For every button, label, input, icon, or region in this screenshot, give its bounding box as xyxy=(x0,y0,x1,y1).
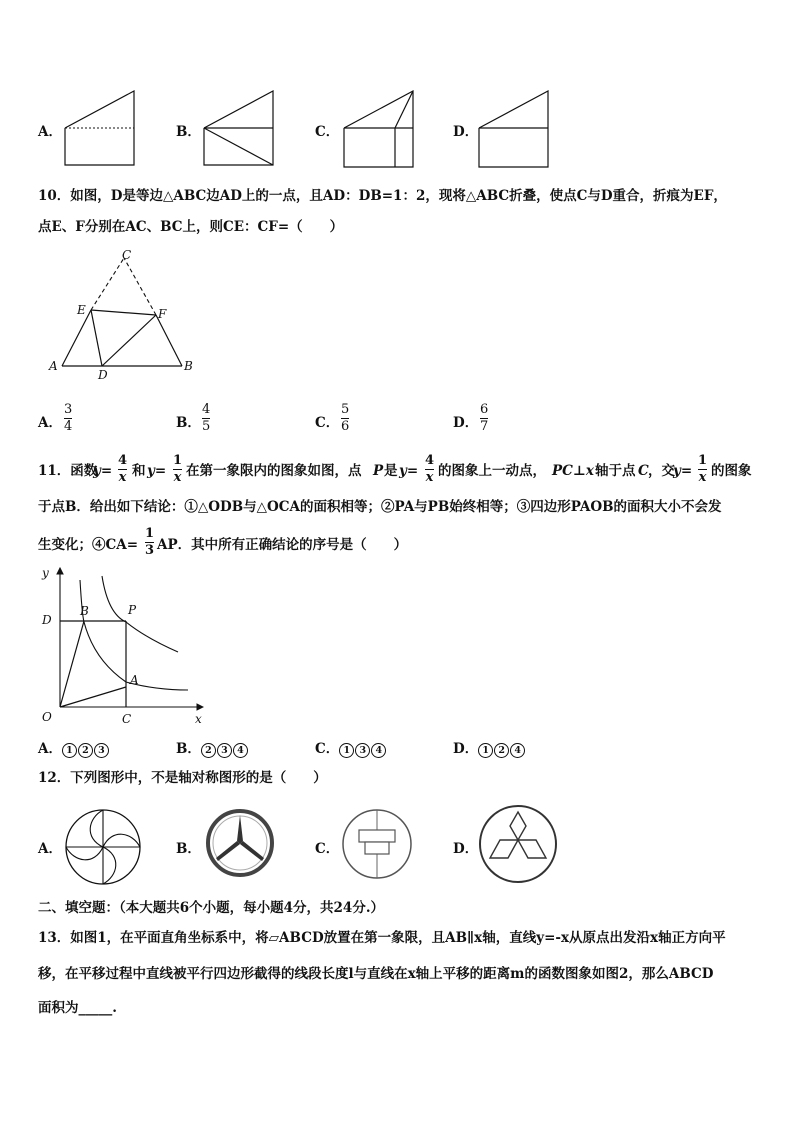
q10-option-b-fraction: 4 5 xyxy=(202,402,211,434)
q11-option-d: D． 1 2 4 xyxy=(453,737,526,758)
q11-label-b: B xyxy=(80,604,89,618)
q10-option-c-fraction: 5 6 xyxy=(341,402,350,434)
q13-stem-line2: 移，在平移过程中直线被平行四边形截得的线段长度l与直线在x轴上平移的距离m的函数图象如图2，那么ABCD xyxy=(38,966,714,982)
q9-option-a-label: A． xyxy=(38,124,62,140)
q10-label-f: F xyxy=(158,307,167,321)
q10-option-b-label: B． xyxy=(176,415,201,431)
q13-stem-line3: 面积为_____. xyxy=(38,1000,117,1016)
q9-option-d-label: D． xyxy=(453,124,479,140)
q9-figure-b xyxy=(203,90,275,166)
q12-figure-c-circle-rect xyxy=(341,808,413,880)
q11-figure xyxy=(36,562,211,730)
q10-label-b: B xyxy=(184,359,193,373)
q11-label-c: C xyxy=(122,712,132,726)
q12-option-c-label: C． xyxy=(315,841,340,857)
q10-option-c-label: C． xyxy=(315,415,340,431)
q11-label-d: D xyxy=(42,613,52,627)
q12-figure-d-three-diamonds xyxy=(478,804,558,884)
q12-option-d-label: D． xyxy=(453,841,479,857)
q10-option-d-fraction: 6 7 xyxy=(480,402,489,434)
q10-option-a-label: A． xyxy=(38,415,62,431)
q12-stem: 12．下列图形中，不是轴对称图形的是（ ） xyxy=(38,770,327,786)
q11-stem-line2: 于点B．给出如下结论：①△ODB与△OCA的面积相等；②PA与PB始终相等；③四边形PAOB的面积大小不会发 xyxy=(38,499,722,515)
q11-label-y: y xyxy=(42,566,49,580)
q10-option-a-fraction: 3 4 xyxy=(64,402,73,434)
q11-option-b: B． 2 3 4 xyxy=(176,737,249,758)
q10-label-c: C xyxy=(122,248,132,262)
q10-label-a: A xyxy=(49,359,58,373)
q11-label-p: P xyxy=(128,603,137,617)
q10-figure xyxy=(48,248,198,382)
q9-figure-c xyxy=(343,90,415,168)
q13-stem-line1: 13．如图1，在平面直角坐标系中，将▱ABCD放置在第一象限，且AB∥x轴，直线y=-x从原点出发沿x轴正方向平 xyxy=(38,930,726,946)
q11-label-x: x xyxy=(195,712,202,726)
q12-option-a-label: A． xyxy=(38,841,62,857)
q9-option-b-label: B． xyxy=(176,124,201,140)
q11-label-o: O xyxy=(42,710,52,724)
q11-label-a: A xyxy=(130,673,139,687)
q10-option-d-label: D． xyxy=(453,415,479,431)
q9-figure-a xyxy=(64,90,136,166)
q10-label-e: E xyxy=(77,303,86,317)
q12-figure-b-star-emblem xyxy=(206,809,274,877)
q9-option-c-label: C． xyxy=(315,124,340,140)
section-title-fill-in: 二、填空题：（本大题共6个小题，每小题4分，共24分.） xyxy=(38,900,385,916)
q9-figure-d xyxy=(478,90,550,168)
q12-option-b-label: B． xyxy=(176,841,201,857)
q12-figure-a-pinwheel xyxy=(64,808,142,886)
q11-option-c: C． 1 3 4 xyxy=(315,737,387,758)
q10-stem-line2: 点E、F分别在AC、BC上，则CE：CF=（ ） xyxy=(38,219,344,235)
q10-stem-line1: 10．如图，D是等边△ABC边AD上的一点，且AD：DB=1：2，现将△ABC折叠，使点C与D重合，折痕为EF， xyxy=(38,188,727,204)
q10-label-d: D xyxy=(98,368,108,382)
q11-option-a: A． 1 2 3 xyxy=(38,737,110,758)
